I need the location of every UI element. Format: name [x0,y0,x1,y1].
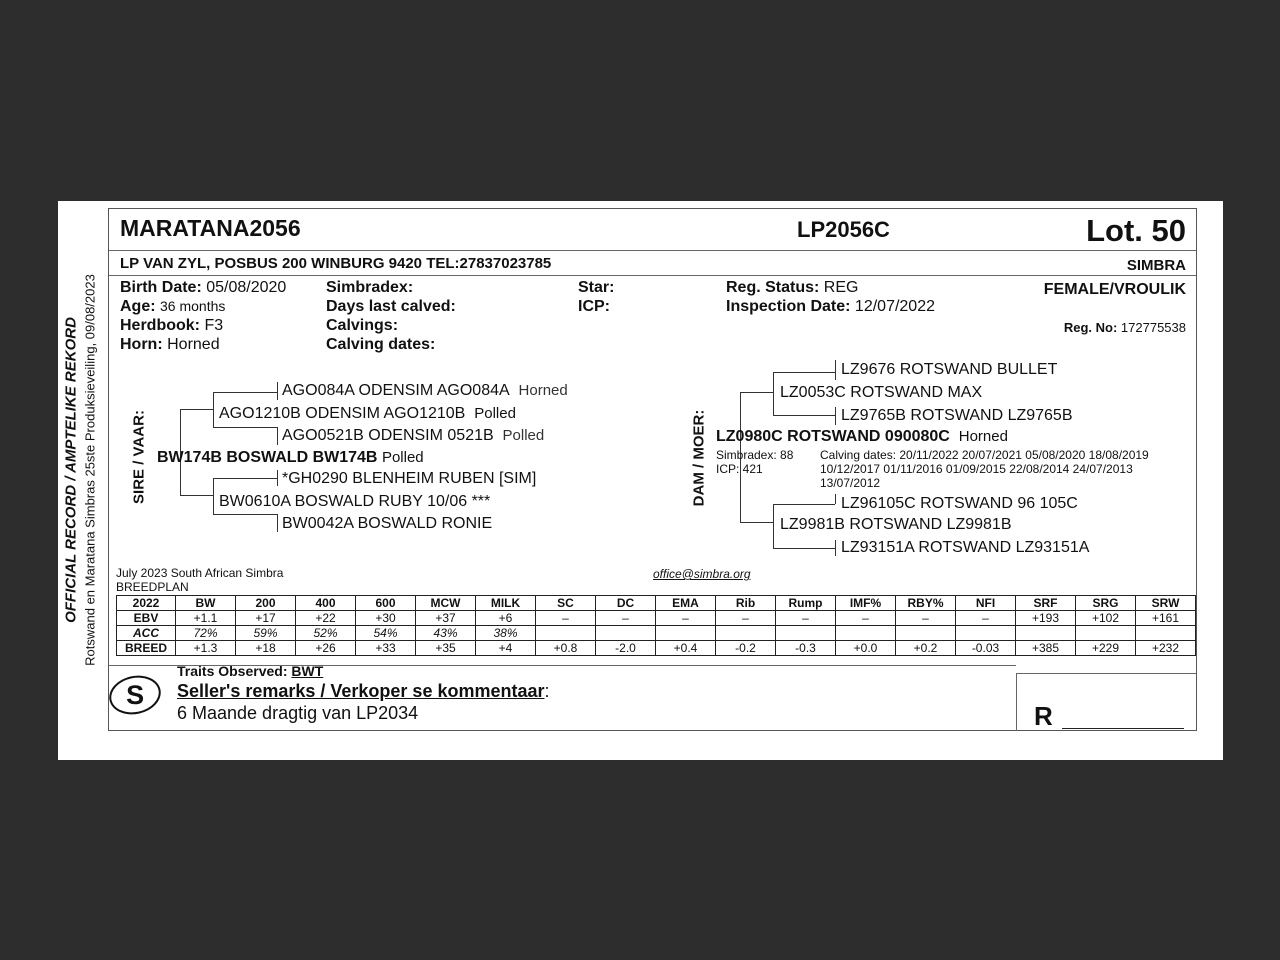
table-cell: SRW [1136,596,1196,611]
table-cell: Rib [716,596,776,611]
table-cell: – [536,611,596,626]
pedigree-line [740,522,773,523]
table-cell: – [836,611,896,626]
pedigree-line [740,392,773,393]
table-cell: 2022 [117,596,176,611]
table-cell: SRF [1016,596,1076,611]
pedigree-line [773,504,835,505]
reg-status [726,279,858,297]
traits-observed [177,663,323,679]
table-cell: +385 [1016,641,1076,656]
birth-date-label: Birth Date: [120,279,202,296]
table-cell: EMA [656,596,716,611]
sire-granddam: BW0610A BOSWALD RUBY 10/06 *** [219,493,491,510]
table-cell: RBY% [896,596,956,611]
herdbook-label: Herdbook: [120,317,200,334]
table-cell: SRG [1076,596,1136,611]
dam-label: DAM / MOER: [690,409,708,507]
price-input-line[interactable] [1062,728,1184,729]
table-cell: – [956,611,1016,626]
star-label: Star: [578,279,615,296]
age-label: Age: [120,298,156,315]
traits-label: Traits Observed: [177,663,288,679]
table-row-breed [117,641,1196,656]
gss-horn: Horned [518,382,568,399]
table-cell: Rump [776,596,836,611]
table-cell: 200 [236,596,296,611]
table-cell: -2.0 [596,641,656,656]
table-cell [1136,626,1196,641]
owner-info: LP VAN ZYL, POSBUS 200 WINBURG 9420 TEL:27837023785 [120,255,552,272]
table-cell [836,626,896,641]
divider [1016,673,1196,674]
gss-name: AGO084A ODENSIM AGO084A [282,382,510,399]
divider [109,275,1196,276]
table-cell: +17 [236,611,296,626]
table-cell: 43% [416,626,476,641]
table-cell: 600 [356,596,416,611]
breedplan-table [116,595,1196,656]
table-cell: 52% [296,626,356,641]
table-cell: +0.8 [536,641,596,656]
pedigree-line [835,360,836,380]
table-cell: 59% [236,626,296,641]
table-cell: 72% [176,626,236,641]
gsd-horn: Polled [502,427,545,444]
table-cell: +0.4 [656,641,716,656]
table-cell: +0.0 [836,641,896,656]
pedigree-line [835,494,836,504]
icp-label: ICP: [578,298,610,315]
pedigree-line [835,540,836,556]
pedigree-line [277,514,278,532]
horn-value: Horned [167,336,220,353]
dam-granddam-dam: LZ93151A ROTSWAND LZ93151A [841,539,1090,556]
birth-date-value: 05/08/2020 [206,279,287,296]
sire-horn: Polled [381,449,424,466]
table-cell: +22 [296,611,356,626]
traits-value: BWT [291,663,324,679]
table-cell [536,626,596,641]
table-cell [656,626,716,641]
horn [120,336,220,354]
pedigree-line [213,392,277,393]
dam-calving-dates-3: 13/07/2012 [820,476,881,490]
table-cell: – [656,611,716,626]
table-cell: – [596,611,656,626]
dam-grandsire-dam: LZ9765B ROTSWAND LZ9765B [841,407,1073,424]
table-cell: +1.1 [176,611,236,626]
table-cell [1016,626,1076,641]
table-cell [716,626,776,641]
table-cell: +4 [476,641,536,656]
days-last-calved-label: Days last calved: [326,298,456,315]
table-cell: +102 [1076,611,1136,626]
breedplan-source: July 2023 South African Simbra [116,566,284,580]
pedigree-line [773,372,774,415]
pedigree-line [213,478,214,514]
pedigree-line [773,372,835,373]
pedigree-line [773,548,835,549]
table-cell [596,626,656,641]
table-cell [956,626,1016,641]
table-cell: +33 [356,641,416,656]
table-cell: -0.03 [956,641,1016,656]
table-row-ebv [117,611,1196,626]
price-currency: R [1034,701,1053,731]
table-cell: MILK [476,596,536,611]
dam-icp: ICP: 421 [716,462,763,476]
pedigree-line [277,427,278,445]
table-cell [1076,626,1136,641]
dam-granddam-sire: LZ96105C ROTSWAND 96 105C [841,495,1078,512]
calving-dates-label: Calving dates: [326,336,436,353]
official-record-text: OFFICIAL RECORD / AMPTELIKE REKORD [62,317,80,623]
sex: FEMALE/VROULIK [1043,281,1186,298]
table-cell: – [776,611,836,626]
table-cell: – [896,611,956,626]
seller-remarks-heading: Seller's remarks / Verkoper se kommentaar: [177,681,550,701]
pedigree-line [213,478,277,479]
seller-remarks: 6 Maande dragtig van LP2034 [177,703,419,723]
table-cell: ACC [117,626,176,641]
logo-letter: S [126,679,145,710]
simbra-email-link[interactable]: office@simbra.org [653,567,751,581]
pedigree-line [213,514,277,515]
dam-grandsire-sire: LZ9676 ROTSWAND BULLET [841,361,1058,378]
simbradex-label: Simbradex: [326,279,414,296]
sire-granddam-dam: BW0042A BOSWALD RONIE [282,515,493,532]
dam-granddam: LZ9981B ROTSWAND LZ9981B [780,516,1012,533]
table-cell: +193 [1016,611,1076,626]
table-cell: 54% [356,626,416,641]
table-cell: EBV [117,611,176,626]
breedplan-label: BREEDPLAN [116,580,189,594]
table-cell: -0.3 [776,641,836,656]
table-row-acc [117,626,1196,641]
table-cell: +161 [1136,611,1196,626]
dam [716,428,1008,446]
remarks-label: Seller's remarks / Verkoper se kommentaar [177,681,545,701]
gsd-name: AGO0521B ODENSIM 0521B [282,427,494,444]
dam-simbradex: Simbradex: 88 [716,448,794,462]
table-cell: DC [596,596,656,611]
table-cell: – [716,611,776,626]
inspection-value: 12/07/2022 [854,298,935,315]
pedigree-line [835,407,836,425]
reg-no [1064,320,1186,335]
table-cell: +1.3 [176,641,236,656]
pedigree-line [773,504,774,548]
age [120,298,225,316]
table-cell: +18 [236,641,296,656]
herdbook [120,317,223,335]
table-cell: SC [536,596,596,611]
table-cell: 400 [296,596,356,611]
gs-name: AGO1210B ODENSIM AGO1210B [219,405,466,422]
sire-granddam-sire: *GH0290 BLENHEIM RUBEN [SIM] [282,470,537,487]
table-cell: +6 [476,611,536,626]
age-value: 36 months [160,298,226,314]
table-cell: NFI [956,596,1016,611]
lot-number: Lot. 50 [1086,213,1186,248]
table-cell: +35 [416,641,476,656]
dam-horn: Horned [958,428,1008,445]
animal-id: LP2056C [797,217,890,242]
table-cell: -0.2 [716,641,776,656]
table-cell [776,626,836,641]
inspection-date [726,298,935,316]
pedigree-line [277,470,278,486]
calvings-label: Calvings: [326,317,399,334]
dam-calving-dates-1: Calving dates: 20/11/2022 20/07/2021 05/08/2020 18/08/2019 [820,448,1149,462]
reg-status-value: REG [823,279,859,296]
sire [157,449,424,467]
pedigree-line [213,392,214,427]
sire-label: SIRE / VAAR: [130,410,148,504]
table-cell: IMF% [836,596,896,611]
pedigree-line [180,495,213,496]
pedigree-line [773,415,835,416]
breed-name: SIMBRA [1126,257,1186,274]
table-cell: +26 [296,641,356,656]
sire-name: BW174B BOSWALD BW174B [157,449,378,466]
table-cell: 38% [476,626,536,641]
birth-date [120,279,286,297]
divider [109,250,1196,251]
reg-status-label: Reg. Status: [726,279,820,296]
table-cell: BW [176,596,236,611]
pedigree-line [277,382,278,400]
inspection-label: Inspection Date: [726,298,851,315]
table-cell: +37 [416,611,476,626]
table-cell: +232 [1136,641,1196,656]
dam-name: LZ0980C ROTSWAND 090080C [716,428,950,445]
sire-grandsire [219,405,516,423]
table-cell: MCW [416,596,476,611]
table-cell [896,626,956,641]
pedigree-line [213,427,277,428]
table-cell: BREED [117,641,176,656]
sire-grandsire-dam [282,427,544,445]
divider [1016,673,1017,731]
reg-no-label: Reg. No: [1063,320,1118,335]
animal-name: MARATANA2056 [120,215,301,241]
dam-calving-dates-2: 10/12/2017 01/11/2016 01/09/2015 22/08/2014 24/07/2013 [820,462,1133,476]
dam-grandsire: LZ0053C ROTSWAND MAX [780,384,983,401]
horn-label: Horn: [120,336,163,353]
table-cell: +30 [356,611,416,626]
table-cell: +229 [1076,641,1136,656]
herdbook-value: F3 [204,317,224,334]
auction-text: Rotswand en Maratana Simbras 25ste Produksieveiling, 09/08/2023 [82,274,98,666]
table-cell: +0.2 [896,641,956,656]
reg-no-value: 172775538 [1120,320,1186,335]
pedigree-line [180,409,213,410]
sire-grandsire-sire [282,382,568,400]
gs-horn: Polled [474,405,516,422]
table-header-row [117,596,1196,611]
